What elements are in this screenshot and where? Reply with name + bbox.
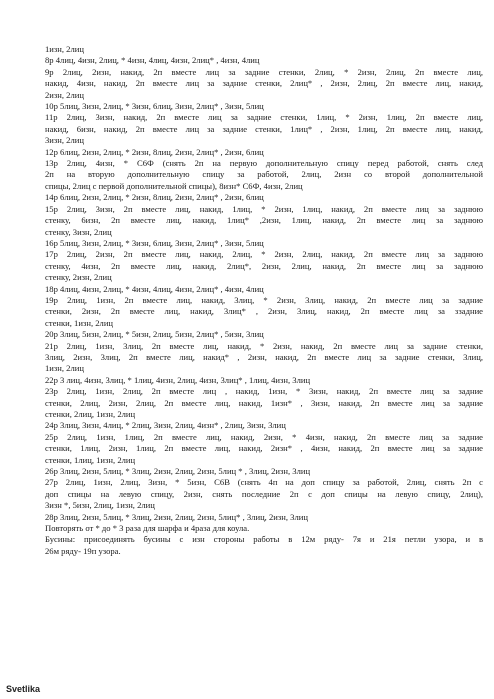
text-line: 3лиц, 2изн, 3лиц, 2п вместе лиц, накид* , 2изн, накид, 2п вместе лиц за задние стенки, 3лиц,: [45, 351, 483, 362]
text-line: стенки, 2лиц, 2изн, 2лиц, 2п вместе лиц, накид, 1изн* , 3изн, накид, 2п вместе лиц за задние: [45, 397, 483, 408]
text-line: 25р 2лиц, 1изн, 1лиц, 2п вместе лиц, накид, 2изн, * 4изн, накид, 2п вместе лиц за задние: [45, 431, 483, 442]
text-line: 13р 2лиц, 4изн, * С6Ф (снять 2п на первую дополнительную спицу перед работой, снять след: [45, 158, 483, 169]
text-line: стенки, 1лиц, 2изн, 1лиц, 2п вместе лиц, накид, 2изн* , 4изн, накид, 2п вместе лиц за задние: [45, 443, 483, 454]
text-line: накид, 4изн, накид, 2п вместе лиц за задние стенки, 2лиц* , 2изн, 2лиц, 2п вместе лиц, накид,: [45, 78, 483, 89]
text-line: 22р 3 лиц, 4изн, 3лиц, * 1лиц, 4изн, 2лиц, 4изн, 3лиц* , 1лиц, 4изн, 3лиц: [45, 374, 311, 385]
text-line: 3изн, 2лиц: [45, 135, 84, 146]
text-line: 26м ряду- 19п узора.: [45, 545, 121, 556]
text-line: 12р 6лиц, 2изн, 2лиц, * 2изн, 8лиц, 2изн, 2лиц* , 2изн, 6лиц: [45, 146, 264, 157]
text-line: стенки, 1изн, 2лиц: [45, 317, 114, 328]
text-line: стенки, 1лиц, 1изн, 2лиц: [45, 454, 136, 465]
text-line: 2п на вторую дополнительную спицу за работой, 2лиц, 2изн со второй дополнительной: [45, 169, 483, 180]
text-line: 26р 3лиц, 2изн, 5лиц, * 3лиц, 2изн, 2лиц, 2изн, 5лиц * , 3лиц, 2изн, 3лиц: [45, 466, 311, 477]
text-line: 18р 4лиц, 4изн, 2лиц, * 4изн, 4лиц, 4изн, 2лиц* , 4изн, 4лиц: [45, 283, 264, 294]
text-line: накид, 6изн, накид, 2п вместе лиц за задние стенки, 1лиц* , 2изн, 1лиц, 2п вместе лиц, накид,: [45, 123, 483, 134]
document-body: [45, 44, 483, 557]
text-line: 9р 2лиц, 2изн, накид, 2п вместе лиц за задние стенки, 2лиц, * 2изн, 2лиц, 2п вместе лиц,: [45, 66, 483, 77]
text-line: доп спицы на левую спицу, 2изн, снять последние 2п с доп спицы на левую спицу, 2лиц),: [45, 488, 483, 499]
text-line: 19р 2лиц, 1изн, 2п вместе лиц, накид, 3лиц, * 2изн, 3лиц, накид, 2п вместе лиц за задние: [45, 294, 483, 305]
text-line: стенки, 2изн, 2п вместе лиц, накид, 3лиц* , 2изн, 3лиц, накид, 2п вместе лиц за ззадние: [45, 306, 483, 317]
text-line: 24р 3лиц, 3изн, 4лиц, * 2лиц, 3изн, 2лиц, 4изн* , 2лиц, 3изн, 3лиц: [45, 420, 286, 431]
text-line: 3изн *, 5изн, 2лиц, 1изн, 2лиц: [45, 500, 155, 511]
text-line: 16р 5лиц, 3изн, 2лиц, * 3изн, 6лиц, 3изн, 2лиц* , 3изн, 5лиц: [45, 237, 264, 248]
text-line: Повторять от * до * 3 раза для шарфа и 4раза для коула.: [45, 523, 250, 534]
text-line: 20р 3лиц, 5изн, 2лиц, * 5изн, 2лиц, 5изн, 2лиц* , 5изн, 3лиц: [45, 329, 264, 340]
text-line: 14р 6лиц, 2изн, 2лиц, * 2изн, 8лиц, 2изн, 2лиц* , 2изн, 6лиц: [45, 192, 264, 203]
text-line: 8р 4лиц, 4изн, 2лиц, * 4изн, 4лиц, 4изн, 2лиц* , 4изн, 4лиц: [45, 55, 260, 66]
text-line: 10р 5лиц, 3изн, 2лиц, * 3изн, 6лиц, 3изн, 2лиц* , 3изн, 5лиц: [45, 101, 264, 112]
text-line: 1изн, 2лиц: [45, 44, 84, 54]
text-line: стенку, 3изн, 2лиц: [45, 226, 112, 237]
text-line: 1изн, 2лиц: [45, 363, 84, 374]
text-line: стенку, 4изн, 2п вместе лиц, накид, 2лиц*, 2изн, 2лиц, накид, 2п вместе лиц за заднюю: [45, 260, 483, 271]
text-line: 28р 3лиц, 2изн, 5лиц, * 3лиц, 2изн, 2лиц, 2изн, 5лиц* , 3лиц, 2изн, 3лиц: [45, 511, 308, 522]
text-line: спицы, 2лиц с первой дополнительной спицы), 8изн* С6Ф, 4изн, 2лиц: [45, 180, 303, 191]
text-line: 11р 2лиц, 3изн, накид, 2п вместе лиц за задние стенки, 1лиц, * 2изн, 1лиц, 2п вместе лиц,: [45, 112, 483, 123]
text-line: 27р 2лиц, 1изн, 2лиц, 3изн, * 5изн, С6В (снять 4п на доп спицу за работой, 2лиц, снять 2п с: [45, 477, 483, 488]
text-line: 23р 2лиц, 1изн, 2лиц, 2п вместе лиц , накид, 1изн, * 3изн, накид, 2п вместе лиц за задние: [45, 386, 483, 397]
text-line: стенку, 6изн, 2п вместе лиц, накид, 1лиц* ,2изн, 1лиц, накид, 2п вместе лиц за заднюю: [45, 215, 483, 226]
text-line: стенки, 2лиц, 1изн, 2лиц: [45, 409, 136, 419]
text-line: 2изн, 2лиц: [45, 89, 84, 100]
text-line: 21р 2лиц, 1изн, 3лиц, 2п вместе лиц, накид, * 2изн, накид, 2п вместе лиц за задние стенки,: [45, 340, 483, 351]
text-line: 15р 2лиц, 3изн, 2п вместе лиц, накид, 1лиц, * 2изн, 1лиц, накид, 2п вместе лиц за заднюю: [45, 203, 483, 214]
author-signature: Svetlika: [6, 684, 41, 694]
text-line: Бусины: присоединять бусины с изн стороны работы в 12м ряду- 7я и 21я петли узора, и в: [45, 534, 483, 545]
text-line: 17р 2лиц, 2изн, 2п вместе лиц, накид, 2лиц, * 2изн, 2лиц, накид, 2п вместе лиц за заднюю: [45, 249, 483, 260]
text-line: стенку, 2изн, 2лиц: [45, 272, 112, 283]
